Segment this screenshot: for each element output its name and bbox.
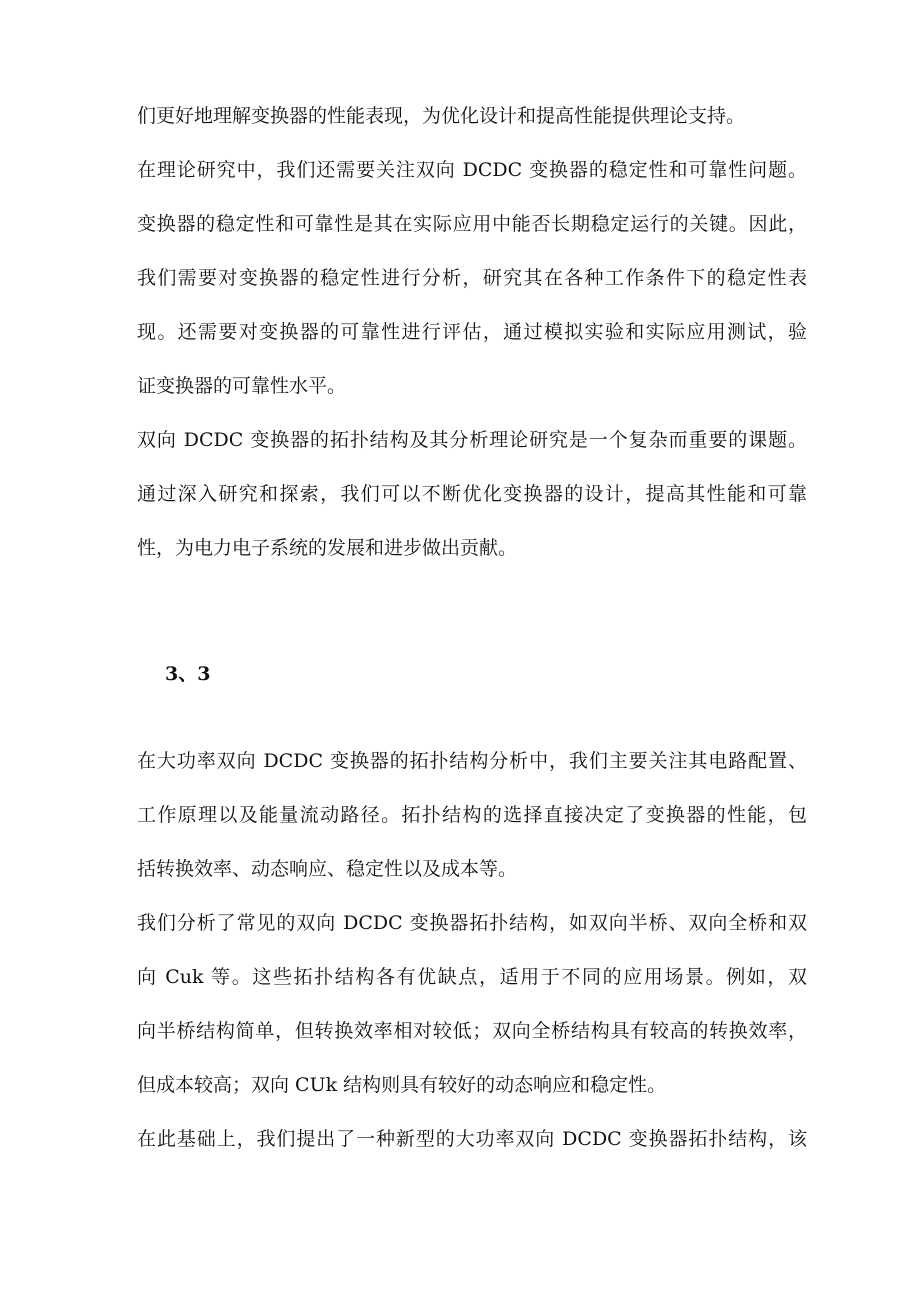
paragraph-line: 性，为电力电子系统的发展和进步做出贡献。 <box>137 537 518 559</box>
paragraph-line: 们更好地理解变换器的性能表现，为优化设计和提高性能提供理论支持。 <box>137 105 746 127</box>
paragraph-line: 我们分析了常见的双向 DCDC 变换器拓扑结构，如双向半桥、双向全桥和双 <box>137 912 807 934</box>
paragraph-line: 双向 DCDC 变换器的拓扑结构及其分析理论研究是一个复杂而重要的课题。 <box>137 429 807 451</box>
paragraph-line: 在大功率双向 DCDC 变换器的拓扑结构分析中，我们主要关注其电路配置、 <box>137 750 807 772</box>
paragraph-line: 工作原理以及能量流动路径。拓扑结构的选择直接决定了变换器的性能，包 <box>137 804 807 826</box>
text-section-1 <box>137 89 807 575</box>
paragraph-line: 在理论研究中，我们还需要关注双向 DCDC 变换器的稳定性和可靠性问题。 <box>137 159 807 181</box>
paragraph-line: 变换器的稳定性和可靠性是其在实际应用中能否长期稳定运行的关键。因此， <box>137 213 807 235</box>
paragraph-line: 括转换效率、动态响应、稳定性以及成本等。 <box>137 858 518 880</box>
paragraph-line: 向 Cuk 等。这些拓扑结构各有优缺点，适用于不同的应用场景。例如，双 <box>137 966 807 988</box>
section-heading: 3、3 <box>165 663 211 685</box>
text-section-2 <box>137 734 807 1166</box>
paragraph-line: 在此基础上，我们提出了一种新型的大功率双向 DCDC 变换器拓扑结构，该 <box>137 1128 807 1150</box>
paragraph-line: 证变换器的可靠性水平。 <box>137 375 347 397</box>
paragraph-line: 向半桥结构简单，但转换效率相对较低；双向全桥结构具有较高的转换效率， <box>137 1020 807 1042</box>
paragraph-line: 现。还需要对变换器的可靠性进行评估，通过模拟实验和实际应用测试，验 <box>137 321 807 343</box>
paragraph-line: 我们需要对变换器的稳定性进行分析，研究其在各种工作条件下的稳定性表 <box>137 267 807 289</box>
paragraph-line: 但成本较高；双向 CUk 结构则具有较好的动态响应和稳定性。 <box>137 1074 667 1096</box>
paragraph-line: 通过深入研究和探索，我们可以不断优化变换器的设计，提高其性能和可靠 <box>137 483 807 505</box>
